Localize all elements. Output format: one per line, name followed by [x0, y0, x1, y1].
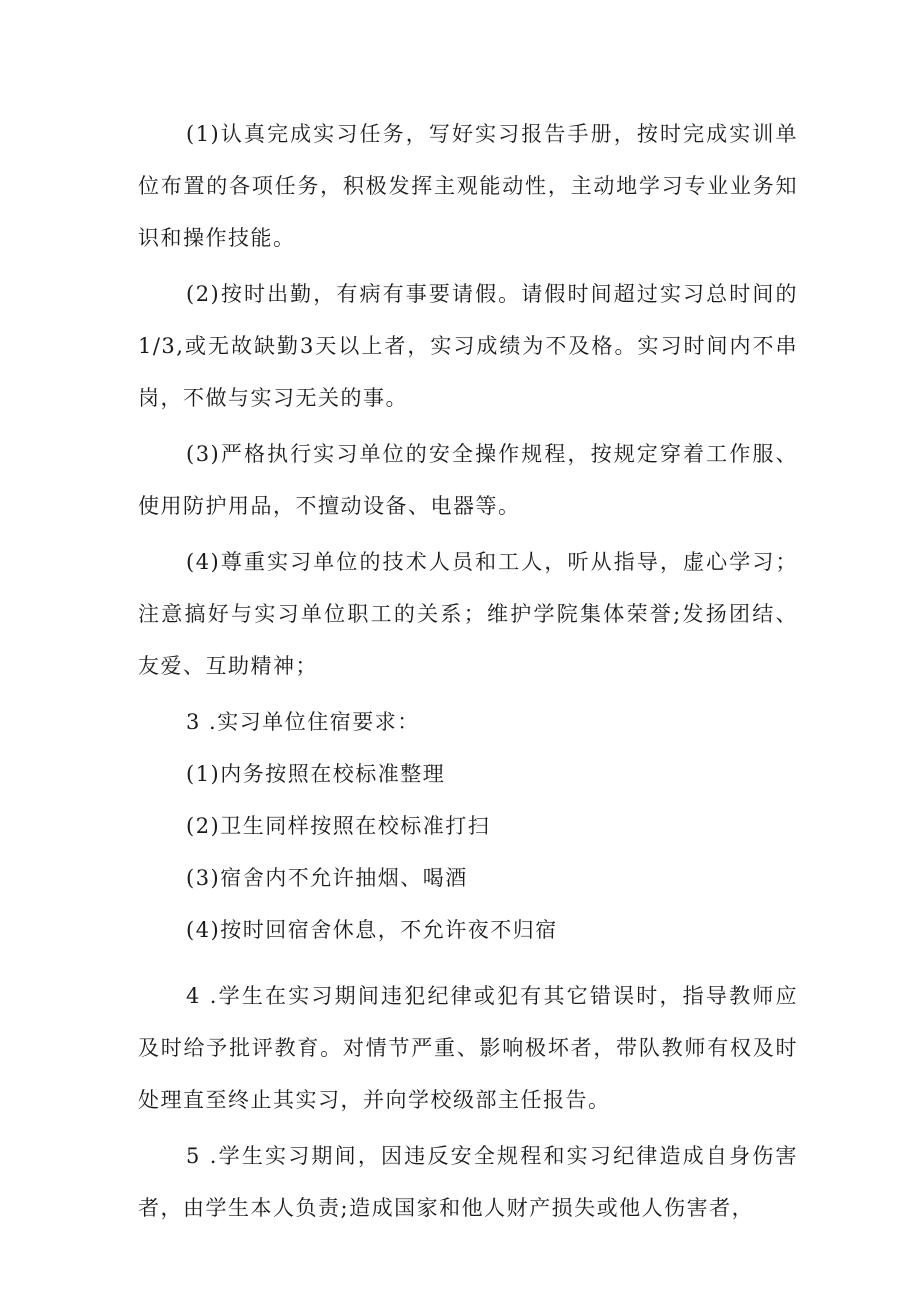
paragraph-task-completion: (1)认真完成实习任务，写好实习报告手册，按时完成实训单位布置的各项任务，积极发挥主观能动性，主动地学习专业业务知识和操作技能。 [138, 122, 798, 250]
paragraph-attendance: (2)按时出勤，有病有事要请假。请假时间超过实习总时间的1/3,或无故缺勤3天以上者，实习成绩为不及格。实习时间内不串岗，不做与实习无关的事。 [138, 282, 798, 410]
paragraph-respect: (4)尊重实习单位的技术人员和工人，听从指导，虚心学习；注意搞好与实习单位职工的关系；维护学院集体荣誉;发扬团结、友爱、互助精神； [138, 550, 798, 678]
paragraph-liability: 5 .学生实习期间，因违反安全规程和实习纪律造成自身伤害者，由学生本人负责;造成国家和他人财产损失或他人伤害者， [138, 1144, 798, 1220]
list-item-housekeeping: (1)内务按照在校标准整理 [186, 762, 446, 786]
section-heading-dormitory: 3 .实习单位住宿要求： [186, 710, 420, 734]
document-page [138, 108, 798, 1234]
list-item-curfew: (4)按时回宿舍休息，不允许夜不归宿 [186, 918, 558, 942]
paragraph-discipline: 4 .学生在实习期间违犯纪律或犯有其它错误时，指导教师应及时给予批评教育。对情节严重、影响极坏者，带队教师有权及时处理直至终止其实习，并向学校级部主任报告。 [138, 984, 798, 1112]
paragraph-safety: (3)严格执行实习单位的安全操作规程，按规定穿着工作服、使用防护用品，不擅动设备、电器等。 [138, 442, 798, 518]
list-item-no-smoking: (3)宿舍内不允许抽烟、喝酒 [186, 866, 468, 890]
list-item-hygiene: (2)卫生同样按照在校标准打扫 [186, 814, 491, 838]
